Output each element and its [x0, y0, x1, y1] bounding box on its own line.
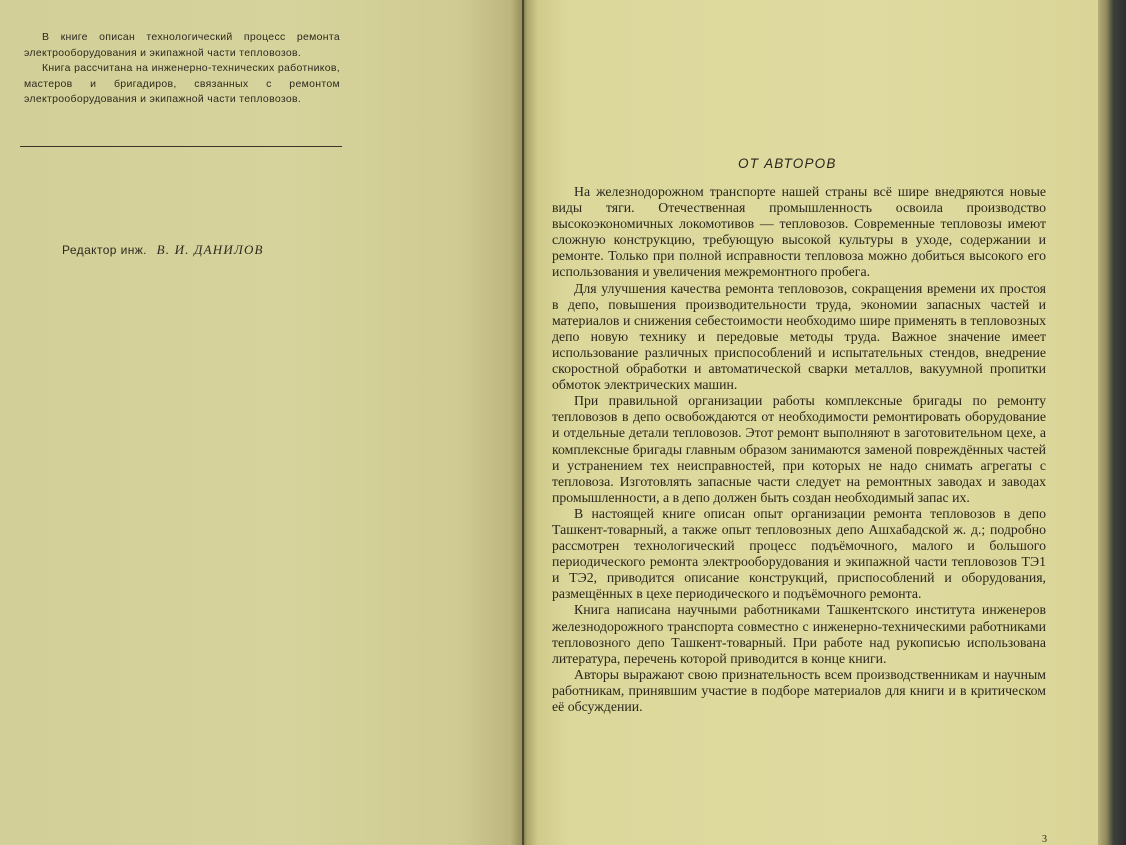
preface-text	[552, 184, 1046, 715]
annotation-divider	[20, 146, 342, 147]
page-number: 3	[1042, 834, 1047, 845]
editor-credit	[62, 242, 264, 258]
preface-paragraph: На железнодорожном транспорте нашей страны всё шире внедряются новые виды тяги. Отечественная промышленность освоила производство высокоэкономичных локомотивов — тепловозов. Современные тепловозы имеют сложную конструкцию, требующую высокой культуры в уходе, содержании и ремонте. Только при полной исправности тепловоза можно добиться высокого его использования и увеличения межремонтного пробега.	[552, 184, 1046, 280]
preface-paragraph: Авторы выражают свою признательность всем производственникам и научным работникам, принявшим участие в подборе материалов для книги и в критическом её обсуждении.	[552, 666, 1046, 714]
editor-label: Редактор инж.	[62, 243, 147, 257]
page-edge	[1098, 0, 1126, 845]
preface-paragraph: В настоящей книге описан опыт организации ремонта тепловозов в депо Ташкент-товарный, а также опыт тепловозных депо Ашхабадской ж. д.; подробно рассмотрен технологический процесс подъёмочного, малого и большого периодического ремонта электрооборудования и экипажной части тепловозов ТЭ1 и ТЭ2, приводится описание конструкций, приспособлений и оборудования, размещённых в цехе периодического и подъёмочного ремонта.	[552, 505, 1046, 602]
book-gutter	[510, 0, 538, 845]
annotation-paragraph: Книга рассчитана на инженерно-технических работников, мастеров и бригадиров, связанных с ремонтом электрооборудования и экипажной части тепловозов.	[24, 62, 340, 105]
preface-paragraph: Книга написана научными работниками Ташкентского института инженеров железнодорожного транспорта совместно с инженерно-техническими работниками тепловозного депо Ташкент-товарный. При работе над рукописью использована литература, перечень которой приводится в конце книги.	[552, 602, 1046, 666]
preface-paragraph: Для улучшения качества ремонта тепловозов, сокращения времени их простоя в депо, повышения производительности труда, экономии запасных частей и материалов и снижения себестоимости необходимо шире применять в тепловозных депо новую технику и передовые методы труда. Важное значение имеет использование различных приспособлений и испытательных стендов, внедрение скоростной обработки и автоматической сварки металлов, вакуумной пропитки обмоток электрических машин.	[552, 280, 1046, 393]
annotation-block	[24, 30, 340, 108]
left-page	[0, 0, 522, 845]
preface-paragraph: При правильной организации работы комплексные бригады по ремонту тепловозов в депо освобождаются от необходимости ремонтировать оборудование и отдельные детали тепловозов. Этот ремонт выполняют в заготовительном цехе, а комплексные бригады главным образом занимаются заменой повреждённых частей и устранением тех неисправностей, при которых не надо снимать агрегаты с тепловоза. Изготовлять запасные части следует на ремонтных заводах и заводах промышленности, а в депо должен быть создан необходимый запас их.	[552, 393, 1046, 505]
section-heading: ОТ АВТОРОВ	[738, 156, 837, 171]
annotation-paragraph: В книге описан технологический процесс ремонта электрооборудования и экипажной части тепловозов.	[24, 31, 340, 59]
editor-name: В. И. ДАНИЛОВ	[156, 242, 264, 257]
